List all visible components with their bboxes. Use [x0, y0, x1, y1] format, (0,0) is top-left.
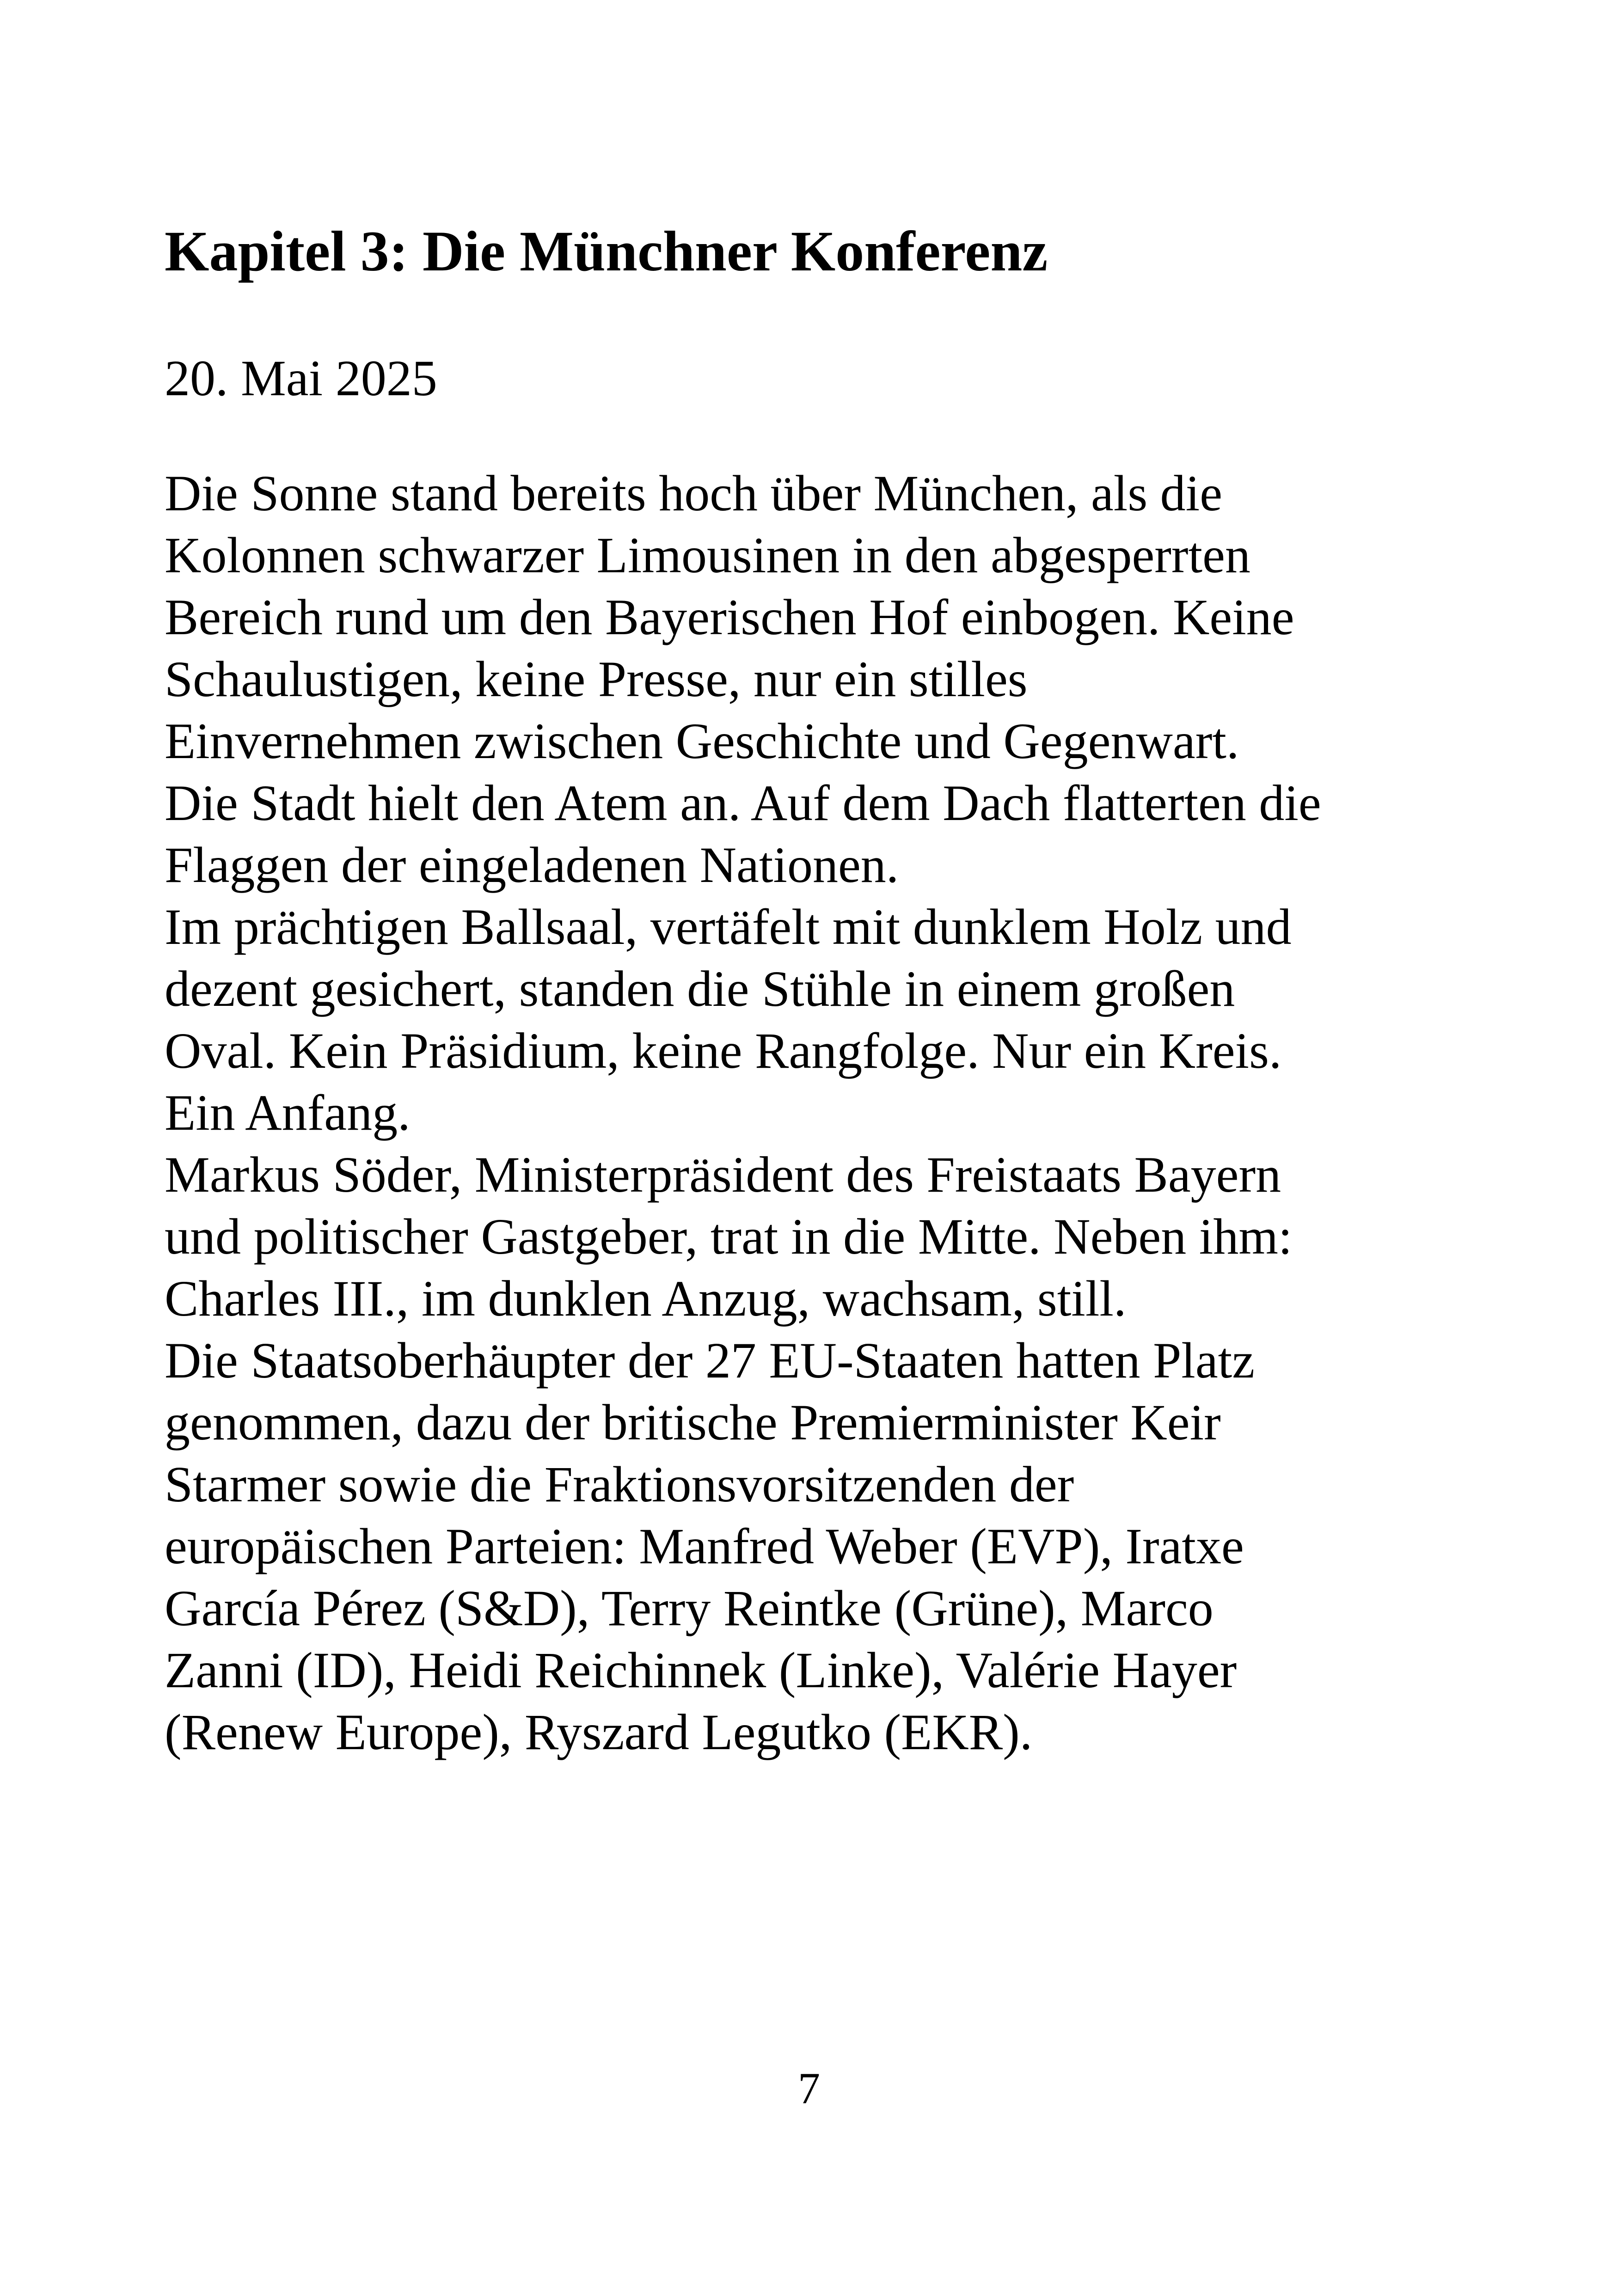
body-line: Bereich rund um den Bayerischen Hof einbogen. Keine	[165, 589, 1294, 645]
body-line: Ein Anfang.	[165, 1084, 411, 1141]
chapter-date: 20. Mai 2025	[165, 350, 437, 406]
body-line: Die Staatsoberhäupter der 27 EU-Staaten hatten Platz	[165, 1332, 1255, 1389]
body-line: Zanni (ID), Heidi Reichinnek (Linke), Valérie Hayer	[165, 1642, 1237, 1698]
body-line: Die Sonne stand bereits hoch über München, als die	[165, 465, 1223, 521]
chapter-title: Kapitel 3: Die Münchner Konferenz	[165, 220, 1048, 283]
body-line: und politischer Gastgeber, trat in die Mitte. Neben ihm:	[165, 1208, 1293, 1265]
body-line: (Renew Europe), Ryszard Legutko (EKR).	[165, 1704, 1033, 1760]
body-line: García Pérez (S&D), Terry Reintke (Grüne), Marco	[165, 1580, 1214, 1636]
body-line: Kolonnen schwarzer Limousinen in den abgesperrten	[165, 527, 1250, 583]
body-line: genommen, dazu der britische Premierminister Keir	[165, 1394, 1221, 1451]
body-line: europäischen Parteien: Manfred Weber (EVP), Iratxe	[165, 1518, 1244, 1574]
body-line: Im prächtigen Ballsaal, vertäfelt mit dunklem Holz und	[165, 899, 1292, 955]
body-line: Einvernehmen zwischen Geschichte und Gegenwart.	[165, 713, 1239, 769]
body-line: Schaulustigen, keine Presse, nur ein stilles	[165, 651, 1028, 707]
body-line: Charles III., im dunklen Anzug, wachsam, still.	[165, 1270, 1127, 1327]
body-text	[165, 462, 1468, 1763]
body-line: dezent gesichert, standen die Stühle in einem großen	[165, 961, 1235, 1017]
body-line: Starmer sowie die Fraktionsvorsitzenden der	[165, 1456, 1074, 1512]
body-line: Die Stadt hielt den Atem an. Auf dem Dach flatterten die	[165, 775, 1321, 831]
body-line: Markus Söder, Ministerpräsident des Freistaats Bayern	[165, 1146, 1281, 1203]
body-line: Flaggen der eingeladenen Nationen.	[165, 837, 899, 893]
page-number: 7	[798, 2063, 820, 2113]
body-line: Oval. Kein Präsidium, keine Rangfolge. Nur ein Kreis.	[165, 1022, 1282, 1079]
